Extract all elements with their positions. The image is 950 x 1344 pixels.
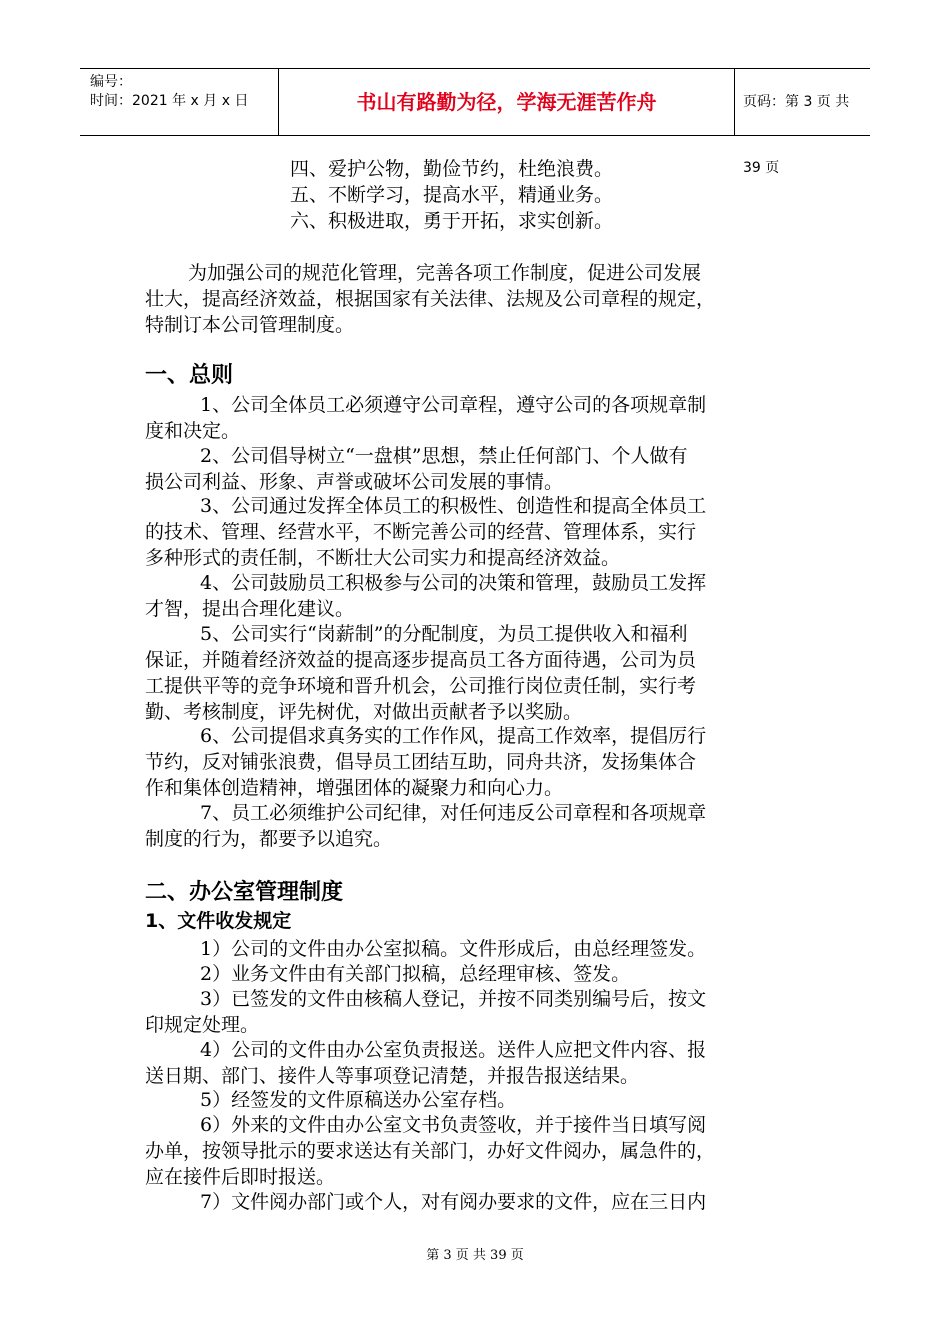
intro-line: 壮大，提高经济效益，根据国家有关法律、法规及公司章程的规定， [145, 288, 716, 310]
body-line: 1）公司的文件由办公室拟稿。文件形成后，由总经理签发。 [200, 938, 707, 960]
body-line: 1、公司全体员工必须遵守公司章程，遵守公司的各项规章制 [200, 394, 707, 416]
section-heading: 二、办公室管理制度 [145, 880, 344, 905]
body-line: 损公司利益、形象、声誉或破坏公司发展的事情。 [145, 471, 564, 493]
body-line: 节约，反对铺张浪费，倡导员工团结互助，同舟共济，发扬集体合 [145, 751, 697, 773]
intro-line: 特制订本公司管理制度。 [145, 314, 355, 336]
body-line: 的技术、管理、经营水平，不断完善公司的经营、管理体系，实行 [145, 521, 697, 543]
document-date-label: 时间：2021 年 x 月 x 日 [90, 93, 249, 109]
motto-line: 五、不断学习，提高水平，精通业务。 [290, 184, 614, 206]
body-line: 勤、考核制度，评先树优，对做出贡献者予以奖励。 [145, 701, 583, 723]
body-line: 5）经签发的文件原稿送办公室存档。 [200, 1089, 517, 1111]
header-meta [80, 69, 278, 135]
body-line: 工提供平等的竞争环境和晋升机会，公司推行岗位责任制，实行考 [145, 675, 697, 697]
body-line: 3）已签发的文件由核稿人登记，并按不同类别编号后，按文 [200, 988, 707, 1010]
body-line: 应在接件后即时报送。 [145, 1166, 336, 1188]
page-footer: 第 3 页 共 39 页 [426, 1248, 524, 1263]
body-line: 制度的行为，都要予以追究。 [145, 828, 393, 850]
section-heading: 一、总则 [145, 363, 234, 388]
body-line: 度和决定。 [145, 420, 241, 442]
body-line: 7、员工必须维护公司纪律，对任何违反公司章程和各项规章 [200, 802, 707, 824]
body-line: 才智，提出合理化建议。 [145, 598, 355, 620]
subsection-heading: 1、文件收发规定 [145, 910, 292, 932]
document-number-label: 编号： [90, 74, 132, 90]
body-line: 办单，按领导批示的要求送达有关部门，办好文件阅办，属急件的， [145, 1140, 716, 1162]
body-line: 多种形式的责任制，不断壮大公司实力和提高经济效益。 [145, 547, 621, 569]
body-line: 4）公司的文件由办公室负责报送。送件人应把文件内容、报 [200, 1039, 707, 1061]
body-line: 7）文件阅办部门或个人，对有阅办要求的文件，应在三日内 [200, 1191, 707, 1213]
body-line: 保证，并随着经济效益的提高逐步提高员工各方面待遇，公司为员 [145, 649, 697, 671]
motto-line: 六、积极进取，勇于开拓，求实创新。 [290, 210, 614, 232]
body-line: 印规定处理。 [145, 1014, 260, 1036]
body-line: 6、公司提倡求真务实的工作作风，提高工作效率，提倡厉行 [200, 725, 707, 747]
body-line: 3、公司通过发挥全体员工的积极性、创造性和提高全体员工 [200, 495, 707, 517]
body-line: 5、公司实行“岗薪制”的分配制度，为员工提供收入和福利 [200, 623, 688, 645]
header-motto: 书山有路勤为径，学海无涯苦作舟 [278, 69, 735, 135]
motto-line: 四、爱护公物，勤俭节约，杜绝浪费。 [290, 158, 614, 180]
body-line: 6）外来的文件由办公室文书负责签收，并于接件当日填写阅 [200, 1114, 707, 1136]
body-line: 作和集体创造精神，增强团体的凝聚力和向心力。 [145, 777, 564, 799]
body-line: 2）业务文件由有关部门拟稿，总经理审核、签发。 [200, 963, 631, 985]
intro-line: 为加强公司的规范化管理，完善各项工作制度，促进公司发展 [188, 262, 702, 284]
body-line: 送日期、部门、接件人等事项登记清楚，并报告报送结果。 [145, 1065, 640, 1087]
body-line: 2、公司倡导树立“一盘棋”思想，禁止任何部门、个人做有 [200, 445, 688, 467]
body-line: 4、公司鼓励员工积极参与公司的决策和管理，鼓励员工发挥 [200, 572, 707, 594]
header-page-code: 页码：第 3 页 共 39 页 [743, 94, 850, 176]
